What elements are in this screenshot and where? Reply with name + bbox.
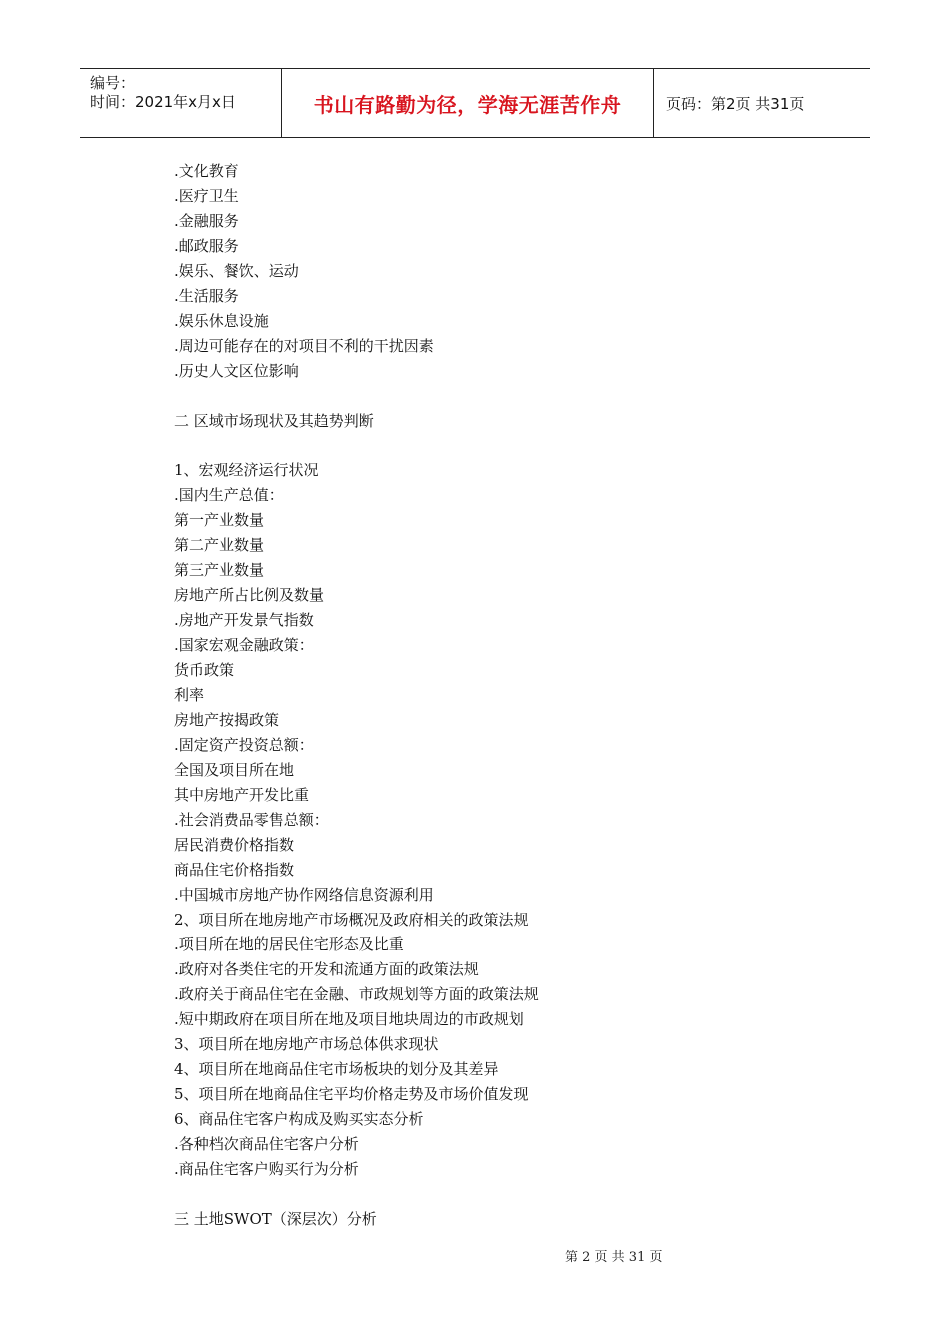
body-line: .中国城市房地产协作网络信息资源利用 [174,885,434,904]
body-line: .周边可能存在的对项目不利的干扰因素 [174,336,434,355]
body-line: 利率 [174,685,205,704]
page-footer: 第 2 页 共 31 页 [565,1250,663,1265]
body-line: .政府关于商品住宅在金融、市政规划等方面的政策法规 [174,985,539,1004]
body-line: .金融服务 [174,211,239,230]
body-line: 房地产按揭政策 [174,710,280,729]
body-line: 6、商品住宅客户构成及购买实态分析 [174,1110,424,1129]
body-line: .各种档次商品住宅客户分析 [174,1135,359,1153]
body-line: 二 区域市场现状及其趋势判断 [174,411,374,430]
body-line: .国家宏观金融政策： [174,636,314,654]
body-line: .生活服务 [174,286,239,305]
body-line: 第一产业数量 [174,511,265,530]
body-line: 货币政策 [174,661,235,679]
body-line: .邮政服务 [174,236,239,255]
body-line: 房地产所占比例及数量 [174,586,325,605]
body-line: 1、宏观经济运行状况 [174,461,319,480]
document-number-label: 编号： [90,74,136,92]
body-line: 其中房地产开发比重 [174,785,310,804]
body-line: .商品住宅客户购买行为分析 [174,1160,359,1178]
body-line: .社会消费品零售总额： [174,810,329,829]
body-line: .政府对各类住宅的开发和流通方面的政策法规 [174,960,479,979]
header-motto: 书山有路勤为径，学海无涯苦作舟 [313,92,622,117]
body-line: .项目所在地的居民住宅形态及比重 [174,935,404,954]
body-line: 全国及项目所在地 [174,760,295,779]
body-line: 居民消费价格指数 [174,835,295,854]
document-time-label: 时间：2021年x月x日 [90,93,236,111]
header-page-info: 页码：第2页 共31页 [666,94,805,113]
body-line: 3、项目所在地房地产市场总体供求现状 [174,1035,439,1054]
body-line: .短中期政府在项目所在地及项目地块周边的市政规划 [174,1010,524,1029]
body-line: .文化教育 [174,162,239,180]
body-line: 第三产业数量 [174,561,265,580]
body-line: .国内生产总值： [174,486,284,505]
body-line: .医疗卫生 [174,186,239,205]
body-line: .房地产开发景气指数 [174,611,314,630]
body-line: 5、项目所在地商品住宅平均价格走势及市场价值发现 [174,1085,529,1104]
body-line: .娱乐、餐饮、运动 [174,261,299,280]
body-line: 第二产业数量 [174,536,265,555]
body-line: .历史人文区位影响 [174,361,299,380]
body-line: 三 土地SWOT（深层次）分析 [174,1209,377,1228]
body-line: 2、项目所在地房地产市场概况及政府相关的政策法规 [174,910,529,929]
body-line: .固定资产投资总额： [174,735,314,754]
body-line: .娱乐休息设施 [174,311,269,330]
body-line: 商品住宅价格指数 [174,860,295,879]
body-line: 4、项目所在地商品住宅市场板块的划分及其差异 [174,1060,499,1079]
